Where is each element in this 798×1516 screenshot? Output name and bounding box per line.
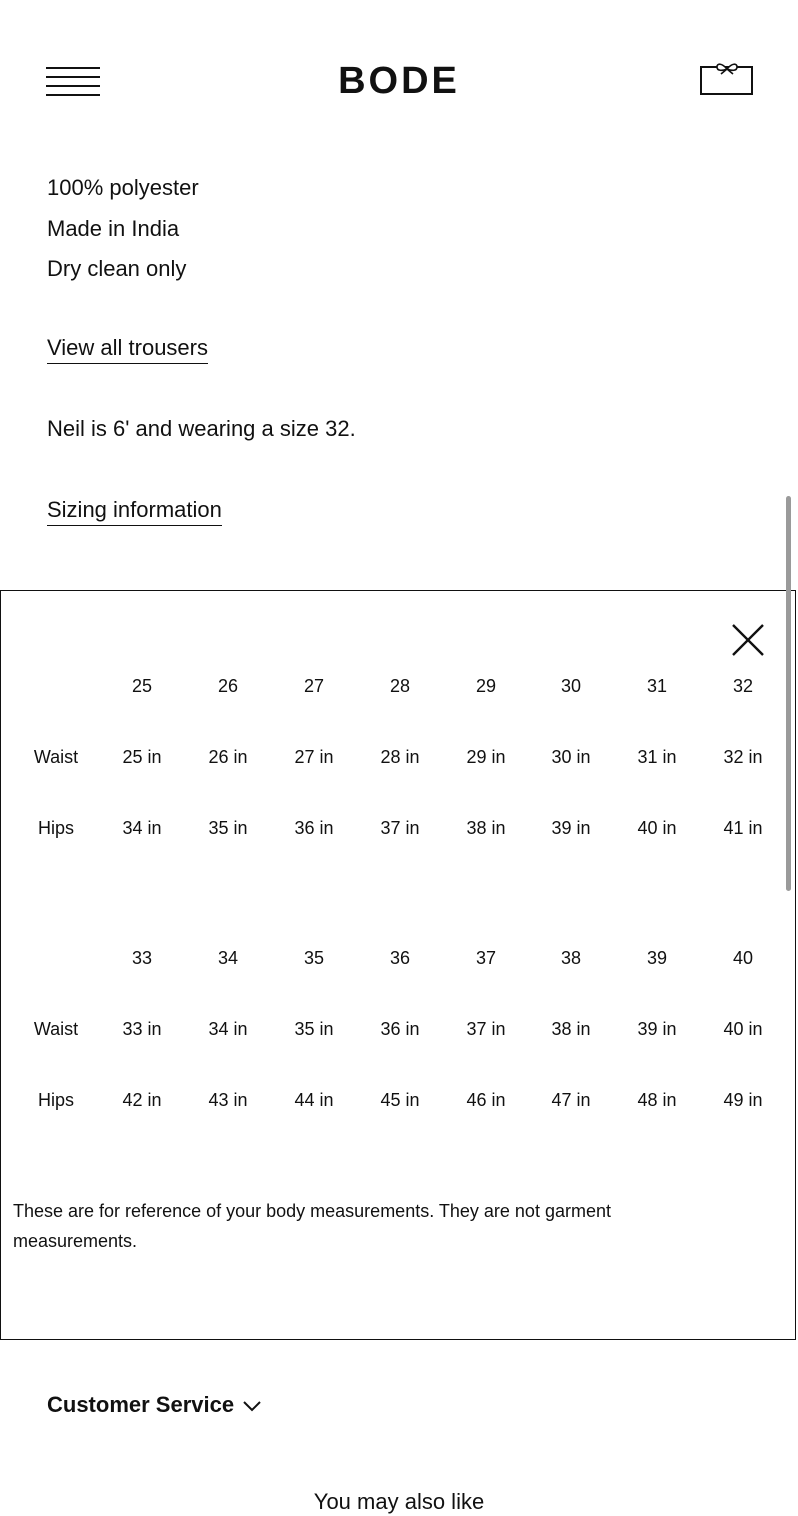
waist-value: 33 in: [122, 1019, 162, 1039]
hips-value: 36 in: [294, 818, 334, 838]
waist-value: 30 in: [551, 747, 591, 767]
product-details: [47, 168, 199, 290]
size-header: 29: [475, 676, 497, 696]
hips-value: 46 in: [466, 1090, 506, 1110]
hips-value: 43 in: [208, 1090, 248, 1110]
size-chart-note: These are for reference of your body measurements. They are not garment measurements.: [13, 1201, 611, 1251]
sizing-information-link[interactable]: Sizing information: [47, 496, 222, 526]
waist-value: 31 in: [637, 747, 677, 767]
row-label-waist: Waist: [33, 747, 79, 767]
waist-value: 39 in: [637, 1019, 677, 1039]
customer-service-label: Customer Service: [47, 1392, 235, 1417]
size-header: 27: [303, 676, 325, 696]
size-header: 31: [646, 676, 668, 696]
close-icon[interactable]: [729, 621, 767, 659]
detail-fabric: 100% polyester: [47, 175, 199, 200]
hips-value: 49 in: [723, 1090, 763, 1110]
hips-value: 41 in: [723, 818, 763, 838]
size-header: 39: [646, 948, 668, 968]
customer-service-toggle[interactable]: [47, 1390, 262, 1420]
waist-value: 25 in: [122, 747, 162, 767]
scrollbar-thumb[interactable]: [786, 496, 791, 891]
size-header: 37: [475, 948, 497, 968]
hips-value: 35 in: [208, 818, 248, 838]
waist-value: 38 in: [551, 1019, 591, 1039]
hips-value: 48 in: [637, 1090, 677, 1110]
size-header: 38: [560, 948, 582, 968]
waist-value: 34 in: [208, 1019, 248, 1039]
model-size-note: Neil is 6' and wearing a size 32.: [47, 416, 356, 441]
chevron-down-icon: [242, 1400, 262, 1412]
hips-value: 47 in: [551, 1090, 591, 1110]
size-header: 32: [732, 676, 754, 696]
hips-value: 40 in: [637, 818, 677, 838]
size-header: 25: [131, 676, 153, 696]
size-header: 34: [217, 948, 239, 968]
site-logo[interactable]: BODE: [338, 60, 460, 102]
row-label-waist: Waist: [33, 1019, 79, 1039]
waist-value: 35 in: [294, 1019, 334, 1039]
size-header: 40: [732, 948, 754, 968]
view-all-trousers-link[interactable]: View all trousers: [47, 334, 208, 364]
hips-value: 34 in: [122, 818, 162, 838]
shopping-bag-icon[interactable]: [700, 60, 754, 96]
size-header: 30: [560, 676, 582, 696]
waist-value: 26 in: [208, 747, 248, 767]
hips-value: 39 in: [551, 818, 591, 838]
recommendations-heading: You may also like: [313, 1489, 485, 1514]
size-header: 36: [389, 948, 411, 968]
waist-value: 32 in: [723, 747, 763, 767]
hips-value: 37 in: [380, 818, 420, 838]
size-header: 26: [217, 676, 239, 696]
site-header: [0, 0, 798, 160]
size-header: 33: [131, 948, 153, 968]
waist-value: 28 in: [380, 747, 420, 767]
size-chart-panel: [0, 590, 796, 1340]
waist-value: 29 in: [466, 747, 506, 767]
detail-care: Dry clean only: [47, 256, 187, 281]
waist-value: 36 in: [380, 1019, 420, 1039]
size-header: 28: [389, 676, 411, 696]
hips-value: 42 in: [122, 1090, 162, 1110]
detail-origin: Made in India: [47, 215, 180, 241]
hips-value: 45 in: [380, 1090, 420, 1110]
waist-value: 40 in: [723, 1019, 763, 1039]
waist-value: 27 in: [294, 747, 334, 767]
size-header: 35: [303, 948, 325, 968]
hips-value: 38 in: [466, 818, 506, 838]
waist-value: 37 in: [466, 1019, 506, 1039]
row-label-hips: Hips: [37, 1090, 74, 1110]
row-label-hips: Hips: [37, 818, 74, 838]
hips-value: 44 in: [294, 1090, 334, 1110]
